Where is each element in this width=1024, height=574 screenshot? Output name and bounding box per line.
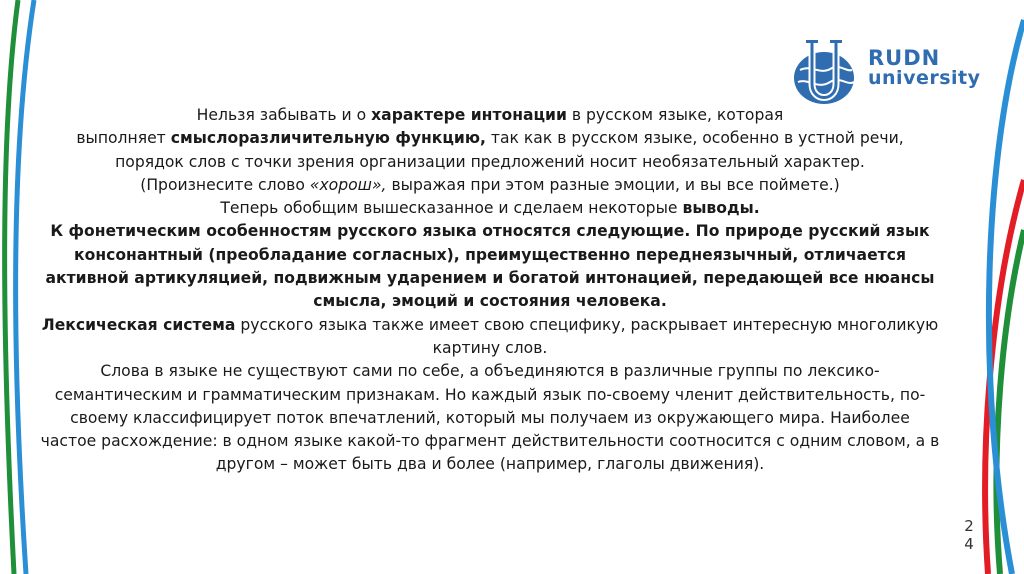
p4-text-a: (Произнесите слово	[140, 175, 310, 194]
p4-italic: «хорош»,	[309, 175, 387, 194]
p1-text-a: Нельзя забывать и о	[196, 106, 372, 124]
paragraph-lexical-system	[40, 314, 940, 361]
p5-bold: выводы.	[682, 199, 760, 218]
logo-line-university: university	[868, 67, 981, 89]
left-blue-curve	[16, 0, 34, 574]
slide-body-text	[40, 104, 940, 477]
paragraph-function	[40, 127, 940, 150]
page-number-line2: 4	[964, 535, 974, 553]
p5-text-a: Теперь обобщим вышесказанное и сделаем некоторые	[220, 199, 683, 218]
paragraph-intonation	[40, 104, 940, 127]
logo-wordmark	[868, 48, 981, 88]
p4-text-c: выражая при этом разные эмоции, и вы все поймете.)	[386, 175, 840, 194]
logo-line-rudn: RUDN	[868, 46, 941, 70]
paragraph-words-groups: Слова в языке не существуют сами по себе, а объединяются в различные группы по лексико-семантическим и грамматическим признакам. Но каждый язык по-своему членит действительность, по-своему классифицирует поток впечатлений, который мы получаем из окружающего мира. Наиболее частое расхождение: в одном языке какой-то фрагмент действительности соотносится с одним словом, а в другом – может быть два и более (например, глаголы движения).	[40, 362, 940, 474]
p2-text-a: выполняет	[76, 129, 171, 148]
p1-bold: характере интонации	[371, 106, 567, 124]
p7-bold: Лексическая система	[41, 315, 236, 334]
page-number-line1: 2	[964, 517, 974, 535]
paragraph-khorosh	[40, 174, 940, 197]
p2-text-c: так как в русском языке, особенно в устной речи,	[485, 129, 904, 148]
p7-text-c: русского языка также имеет свою специфику, раскрывает интересную многоликую картину слов.	[235, 315, 939, 357]
p2-bold: смыслоразличительную функцию,	[170, 129, 486, 148]
page-number	[962, 517, 976, 553]
paragraph-word-order: порядок слов с точки зрения организации предложений носит необязательный характер.	[115, 152, 865, 171]
paragraph-phonetic-features: К фонетическим особенностям русского языка относятся следующие. По природе русский язык консонантный (преобладание согласных), преимущественно переднеязычный, отличается активной артикуляцией, подвижным ударением и богатой интонацией, передающей все нюансы смысла, эмоций и состояния человека.	[45, 222, 935, 311]
p1-text-c: в русском языке, которая	[566, 106, 784, 124]
paragraph-conclusions	[40, 197, 940, 220]
